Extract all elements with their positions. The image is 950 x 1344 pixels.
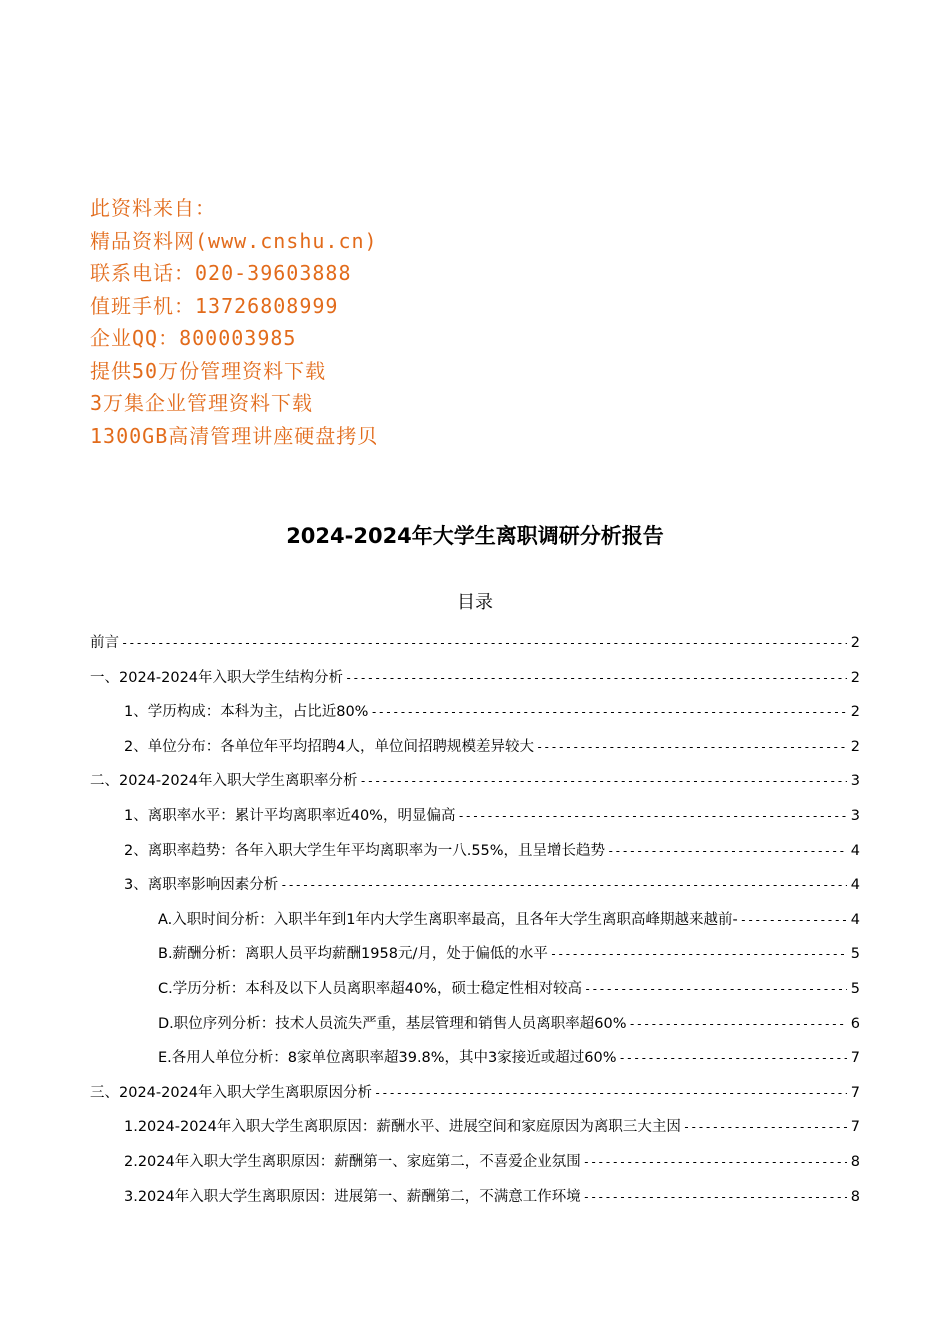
toc-entry-text: 三、2024-2024年入职大学生离职原因分析	[90, 1084, 373, 1101]
toc-leader	[345, 671, 847, 685]
toc-leader	[607, 844, 847, 858]
toc-entry[interactable]	[90, 1046, 860, 1081]
promo-line: 企业QQ：800003985	[90, 326, 297, 350]
toc-entry[interactable]	[90, 1185, 860, 1220]
toc-entry-text: C.学历分析：本科及以下人员离职率超40%，硕士稳定性相对较高	[158, 980, 582, 997]
toc-entry-page: 3	[850, 773, 860, 790]
toc-entry[interactable]	[90, 977, 860, 1012]
toc-heading: 目录	[457, 592, 493, 613]
toc-entry-text: A.入职时间分析：入职半年到1年内大学生离职率最高，且各年大学生离职高峰期越来越前-	[158, 911, 738, 928]
toc-leader	[370, 705, 846, 719]
toc-entry-text: B.薪酬分析：离职人员平均薪酬1958元/月，处于偏低的水平	[158, 946, 548, 963]
toc-entry-page: 2	[850, 635, 860, 651]
toc-leader	[619, 1051, 847, 1065]
toc-leader	[683, 1120, 847, 1134]
toc-leader	[360, 774, 847, 788]
toc-leader	[550, 947, 847, 961]
toc-entry-page: 4	[850, 911, 860, 928]
toc-entry[interactable]	[90, 1081, 860, 1116]
toc-entry-text: 一、2024-2024年入职大学生结构分析	[90, 669, 344, 686]
toc-entry-page: 7	[850, 1119, 860, 1136]
toc-entry[interactable]	[90, 839, 860, 874]
toc-leader	[740, 913, 847, 927]
toc-entry-page: 8	[850, 1188, 860, 1205]
document-title: 2024-2024年大学生离职调研分析报告	[286, 524, 664, 548]
toc-entry-page: 2	[850, 669, 860, 686]
toc-entry[interactable]	[90, 1150, 860, 1185]
promo-line: 提供50万份管理资料下载	[90, 358, 327, 383]
toc-entry-text: 3、离职率影响因素分析	[124, 877, 279, 894]
toc-entry[interactable]	[90, 1012, 860, 1047]
promo-line: 1300GB高清管理讲座硬盘拷贝	[90, 423, 379, 448]
toc-entry[interactable]	[90, 1115, 860, 1150]
toc-entry-text: E.各用人单位分析：8家单位离职率超39.8%，其中3家接近或超过60%	[158, 1050, 617, 1067]
toc-entry-text: 1、学历构成：本科为主，占比近80%	[124, 704, 369, 721]
toc-entry-page: 7	[850, 1050, 860, 1067]
promo-line: 3万集企业管理资料下载	[90, 391, 314, 415]
toc-entry-page: 3	[850, 807, 860, 824]
toc-entry[interactable]	[90, 942, 860, 977]
toc-entry-page: 6	[850, 1015, 860, 1032]
toc-leader	[374, 1086, 847, 1100]
table-of-contents	[90, 631, 860, 1219]
toc-entry[interactable]	[90, 804, 860, 839]
promo-line: 值班手机：13726808999	[90, 293, 339, 318]
toc-entry[interactable]	[90, 769, 860, 804]
toc-entry-text: 3.2024年入职大学生离职原因：进展第一、薪酬第二，不满意工作环境	[124, 1188, 581, 1205]
toc-leader	[121, 636, 847, 650]
toc-entry-page: 5	[850, 980, 860, 997]
promo-line: 此资料来自：	[90, 196, 216, 220]
toc-entry[interactable]	[90, 666, 860, 701]
toc-entry-text: 2、单位分布：各单位年平均招聘4人，单位间招聘规模差异较大	[124, 738, 534, 755]
toc-entry-text: D.职位序列分析：技术人员流失严重，基层管理和销售人员离职率超60%	[158, 1015, 627, 1032]
promo-line: 精品资料网(www.cnshu.cn)	[90, 228, 378, 253]
toc-entry-text: 1、离职率水平：累计平均离职率近40%，明显偏高	[124, 807, 456, 824]
toc-entry[interactable]	[90, 873, 860, 908]
promo-line: 联系电话：020-39603888	[90, 261, 352, 285]
toc-leader	[583, 1190, 847, 1204]
toc-entry-text: 二、2024-2024年入职大学生离职率分析	[90, 773, 358, 790]
toc-entry[interactable]	[90, 700, 860, 735]
toc-leader	[536, 740, 847, 754]
toc-entry-page: 8	[850, 1153, 860, 1170]
toc-entry-text: 前言	[90, 635, 119, 651]
toc-entry-text: 2、离职率趋势：各年入职大学生年平均离职率为一八.55%，且呈增长趋势	[124, 842, 606, 859]
toc-leader	[584, 982, 847, 996]
toc-leader	[280, 878, 847, 892]
toc-entry-page: 5	[850, 946, 860, 963]
toc-leader	[457, 809, 846, 823]
toc-entry-page: 4	[850, 877, 860, 894]
promo-block	[90, 192, 378, 452]
toc-entry-page: 4	[850, 842, 860, 859]
toc-entry[interactable]	[90, 908, 860, 943]
toc-entry-text: 1.2024-2024年入职大学生离职原因：薪酬水平、进展空间和家庭原因为离职三大主因	[124, 1119, 681, 1136]
toc-entry-page: 2	[850, 704, 860, 721]
toc-entry-text: 2.2024年入职大学生离职原因：薪酬第一、家庭第二，不喜爱企业氛围	[124, 1153, 581, 1170]
toc-entry-page: 2	[850, 738, 860, 755]
toc-leader	[583, 1155, 847, 1169]
toc-leader	[629, 1017, 847, 1031]
toc-entry[interactable]	[90, 631, 860, 666]
toc-entry[interactable]	[90, 735, 860, 770]
toc-entry-page: 7	[850, 1084, 860, 1101]
